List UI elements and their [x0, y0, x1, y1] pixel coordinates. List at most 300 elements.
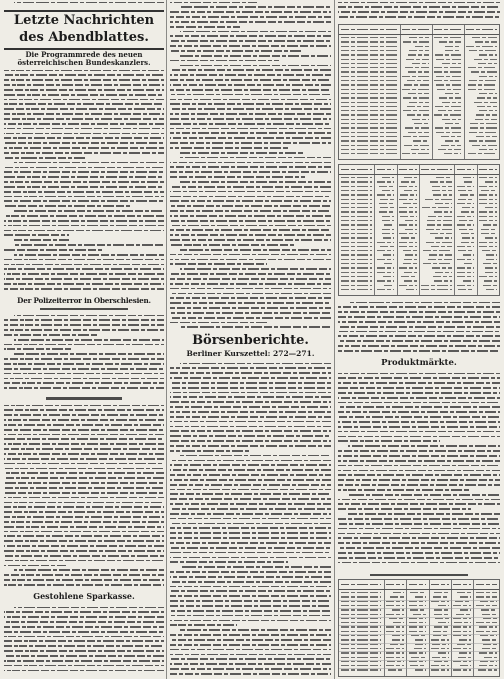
- table-cell-text: [408, 71, 429, 72]
- table-cell-text: [341, 199, 371, 200]
- table-cell-text: [461, 242, 474, 243]
- text-line: [4, 665, 164, 667]
- table-cell-text: [444, 153, 461, 154]
- text-line: [170, 132, 331, 134]
- table-cell-text: [380, 246, 394, 247]
- table-cell-text: [453, 669, 471, 670]
- table-cell-text: [386, 601, 404, 602]
- text-line: [14, 315, 164, 317]
- table-column-rule: [454, 165, 455, 295]
- text-line: [4, 288, 164, 290]
- stock-table: [338, 164, 500, 296]
- table-cell-text: [341, 145, 397, 146]
- text-line: [170, 527, 331, 529]
- text-line: [170, 474, 331, 476]
- table-cell-text: [401, 181, 417, 182]
- table-cell-text: [386, 648, 403, 649]
- text-block: [4, 605, 164, 677]
- table-column-rule: [374, 165, 375, 295]
- text-line: [4, 344, 164, 346]
- text-line: [170, 372, 331, 374]
- table-cell-text: [422, 207, 452, 208]
- table-column-rule: [429, 580, 430, 676]
- table-cell-text: [459, 652, 471, 653]
- text-line: [4, 487, 164, 489]
- table-cell-text: [405, 254, 417, 255]
- text-line: [4, 249, 104, 251]
- text-line: [4, 611, 164, 613]
- table-cell-text: [341, 153, 397, 154]
- text-line: [14, 569, 164, 571]
- table-cell-text: [341, 639, 381, 640]
- table-cell-text: [436, 76, 461, 77]
- table-cell-text: [407, 80, 430, 81]
- text-line: [170, 244, 295, 246]
- table-cell-text: [405, 220, 417, 221]
- table-cell-text: [392, 609, 403, 610]
- text-line: [170, 312, 331, 314]
- table-cell-text: [458, 250, 474, 251]
- table-header-rule: [339, 174, 499, 175]
- text-line: [170, 94, 331, 96]
- table-cell-text: [460, 194, 474, 195]
- text-line: [4, 636, 164, 638]
- text-line: [170, 283, 331, 285]
- text-line: [14, 339, 164, 341]
- text-line: [4, 137, 164, 139]
- text-line: [180, 31, 331, 33]
- text-line: [170, 421, 331, 423]
- text-line: [170, 26, 240, 28]
- table-cell-text: [468, 84, 497, 85]
- text-line: [180, 6, 331, 8]
- masthead-rule-bottom: [4, 48, 164, 50]
- table-cell-text: [341, 93, 397, 94]
- table-cell-text: [479, 246, 497, 247]
- table-cell-text: [377, 194, 394, 195]
- table-cell-text: [441, 145, 461, 146]
- table-cell-text: [404, 84, 430, 85]
- text-line: [338, 411, 500, 413]
- table-cell-text: [486, 254, 496, 255]
- table-cell-text: [421, 289, 451, 290]
- text-line: [170, 142, 331, 144]
- text-line: [4, 616, 164, 618]
- text-line: [4, 458, 164, 460]
- table-cell-text: [445, 123, 461, 124]
- table-cell-text: [341, 661, 381, 662]
- text-line: [170, 79, 331, 81]
- table-cell-text: [411, 657, 426, 658]
- table-cell-text: [341, 592, 381, 593]
- table-cell-text: [403, 263, 417, 264]
- table-cell-text: [433, 631, 449, 632]
- table-cell-text: [481, 233, 497, 234]
- text-line: [4, 278, 164, 280]
- text-block: [4, 0, 164, 8]
- table-cell-text: [459, 229, 475, 230]
- text-line: [170, 84, 331, 86]
- table-cell-text: [463, 254, 474, 255]
- table-cell-text: [341, 250, 371, 251]
- text-line: [170, 186, 331, 188]
- text-line: [170, 16, 331, 18]
- table-cell-text: [341, 54, 397, 55]
- text-line: [170, 171, 331, 173]
- table-cell-text: [341, 246, 371, 247]
- text-line: [170, 307, 331, 309]
- text-line: [4, 74, 164, 76]
- text-line: [338, 547, 500, 549]
- text-line: [338, 523, 500, 525]
- text-line: [170, 460, 331, 462]
- table-cell-text: [341, 149, 397, 150]
- table-cell-text: [399, 224, 416, 225]
- table-cell-text: [438, 622, 449, 623]
- table-cell-text: [442, 63, 461, 64]
- text-line: [4, 368, 164, 370]
- table-cell-text: [392, 639, 404, 640]
- table-cell-text: [341, 289, 371, 290]
- text-line: [4, 108, 164, 110]
- text-line: [170, 557, 331, 559]
- table-cell-text: [436, 177, 452, 178]
- table-cell-text: [341, 626, 381, 627]
- text-line: [170, 215, 331, 217]
- table-cell-text: [382, 233, 394, 234]
- table-cell-text: [409, 622, 426, 623]
- table-cell-text: [486, 289, 496, 290]
- text-line: [338, 335, 500, 337]
- table-cell-text: [433, 194, 451, 195]
- table-cell-text: [341, 605, 381, 606]
- table-cell-text: [341, 665, 381, 666]
- table-cell-text: [341, 614, 381, 615]
- table-cell-text: [478, 63, 497, 64]
- table-cell-text: [405, 127, 430, 128]
- text-line: [170, 147, 288, 149]
- text-line: [4, 142, 164, 144]
- text-line: [170, 537, 331, 539]
- table-cell-text: [409, 50, 430, 51]
- text-line: [4, 99, 164, 101]
- text-line: [4, 225, 164, 227]
- table-cell-text: [341, 242, 371, 243]
- text-line: [170, 40, 331, 42]
- table-cell-text: [481, 609, 496, 610]
- table-cell-text: [341, 67, 397, 68]
- table-cell-text: [393, 622, 404, 623]
- table-cell-text: [341, 259, 371, 260]
- table-cell-text: [453, 631, 471, 632]
- text-line: [170, 484, 331, 486]
- table-cell-text: [386, 614, 404, 615]
- table-cell-text: [475, 41, 497, 42]
- text-line: [4, 438, 164, 440]
- table-cell-text: [410, 665, 426, 666]
- table-cell-text: [434, 661, 448, 662]
- text-line: [4, 579, 164, 581]
- text-line: [170, 445, 331, 447]
- text-line: [170, 435, 331, 437]
- table-cell-text: [483, 224, 496, 225]
- table-cell-text: [479, 186, 497, 187]
- table-cell-text: [479, 242, 497, 243]
- text-block: [4, 68, 164, 294]
- text-line: [170, 263, 267, 265]
- text-line: [338, 484, 500, 486]
- table-column-rule: [473, 580, 474, 676]
- table-cell-text: [431, 639, 449, 640]
- table-cell-text: [434, 614, 449, 615]
- table-cell-text: [380, 207, 394, 208]
- text-line: [14, 244, 164, 246]
- table-header-rule: [339, 34, 499, 35]
- table-cell-text: [479, 149, 496, 150]
- text-line: [170, 225, 331, 227]
- table-cell-text: [481, 190, 497, 191]
- table-cell-text: [481, 229, 496, 230]
- table-cell-text: [436, 132, 461, 133]
- text-line: [170, 426, 331, 428]
- table-cell-text: [400, 194, 417, 195]
- text-line: [338, 474, 500, 476]
- text-line: [170, 406, 331, 408]
- text-line: [338, 373, 500, 375]
- table-cell-text: [341, 41, 397, 42]
- text-line: [338, 6, 500, 8]
- table-cell-text: [341, 280, 371, 281]
- table-column-rule: [451, 580, 452, 676]
- text-line: [338, 350, 500, 352]
- table-cell-text: [341, 622, 381, 623]
- table-cell-text: [463, 177, 474, 178]
- table-cell-text: [433, 635, 449, 636]
- table-cell-text: [477, 106, 497, 107]
- table-cell-text: [408, 93, 429, 94]
- table-cell-text: [476, 114, 497, 115]
- text-line: [4, 650, 164, 652]
- text-line: [4, 531, 164, 533]
- table-cell-text: [404, 259, 417, 260]
- table-cell-text: [341, 216, 371, 217]
- text-line: [170, 532, 331, 534]
- table-cell-text: [432, 644, 448, 645]
- table-cell-text: [379, 203, 394, 204]
- subheading-bar: [46, 397, 122, 400]
- column-rule-right: [334, 0, 335, 679]
- table-cell-text: [386, 605, 404, 606]
- text-line: [180, 55, 331, 57]
- table-cell-text: [341, 46, 397, 47]
- table-cell-text: [341, 181, 371, 182]
- table-cell-text: [341, 596, 381, 597]
- table-cell-text: [464, 181, 474, 182]
- text-line: [338, 450, 500, 452]
- table-header-rule: [339, 589, 499, 590]
- table-header-text: [402, 29, 429, 31]
- table-header-text: [466, 29, 496, 31]
- table-header-text: [453, 584, 471, 586]
- table-cell-text: [399, 233, 417, 234]
- text-line: [338, 2, 500, 4]
- text-line: [170, 668, 331, 670]
- text-line: [170, 571, 331, 573]
- table-cell-text: [476, 605, 497, 606]
- text-line: [348, 302, 500, 304]
- text-line: [170, 69, 331, 71]
- table-column-rule: [400, 25, 401, 159]
- text-line: [4, 540, 164, 542]
- table-heading-bar: [370, 574, 468, 576]
- text-line: [170, 210, 331, 212]
- table-cell-text: [377, 181, 395, 182]
- table-cell-text: [433, 276, 452, 277]
- table-cell-text: [384, 285, 394, 286]
- table-cell-text: [341, 263, 371, 264]
- text-line: [4, 414, 164, 416]
- text-line: [170, 634, 331, 636]
- table-cell-text: [479, 665, 496, 666]
- text-line: [180, 65, 331, 67]
- table-cell-text: [430, 233, 452, 234]
- table-cell-text: [434, 37, 461, 38]
- table-cell-text: [384, 263, 395, 264]
- text-line: [170, 552, 331, 554]
- table-header-text: [421, 169, 451, 171]
- table-cell-text: [427, 220, 452, 221]
- text-line: [4, 152, 164, 154]
- table-cell-text: [431, 648, 449, 649]
- text-line: [180, 152, 303, 154]
- text-line: [170, 547, 331, 549]
- text-line: [338, 11, 500, 13]
- table-cell-text: [382, 220, 395, 221]
- table-cell-text: [457, 267, 475, 268]
- table-cell-text: [462, 207, 474, 208]
- table-cell-text: [341, 233, 371, 234]
- text-line: [338, 460, 500, 462]
- text-block: [338, 0, 500, 22]
- table-cell-text: [341, 194, 371, 195]
- text-line: [170, 220, 331, 222]
- table-cell-text: [341, 224, 371, 225]
- subline-bar: [40, 308, 128, 310]
- table-cell-text: [341, 609, 381, 610]
- text-block: [170, 0, 331, 331]
- text-line: [338, 377, 500, 379]
- text-line: [338, 508, 471, 510]
- text-line: [338, 387, 500, 389]
- table-cell-text: [441, 136, 461, 137]
- text-line: [170, 317, 331, 319]
- table-column-rule: [464, 25, 465, 159]
- table-cell-text: [414, 648, 426, 649]
- table-cell-text: [341, 76, 397, 77]
- table-cell-text: [405, 229, 416, 230]
- text-line: [4, 631, 164, 633]
- text-line: [170, 586, 331, 588]
- text-line: [170, 416, 331, 418]
- text-line: [338, 503, 500, 505]
- table-cell-text: [430, 181, 452, 182]
- table-header-text: [479, 169, 497, 171]
- text-line: [338, 392, 500, 394]
- text-line: [170, 387, 331, 389]
- text-line: [170, 234, 331, 236]
- text-line: [338, 440, 440, 442]
- table-cell-text: [434, 280, 452, 281]
- table-cell-text: [434, 211, 452, 212]
- text-line: [180, 629, 331, 631]
- table-cell-text: [382, 190, 395, 191]
- text-line: [170, 542, 331, 544]
- text-line: [4, 424, 164, 426]
- text-line: [4, 550, 164, 552]
- table-cell-text: [390, 644, 404, 645]
- text-line: [170, 123, 331, 125]
- table-cell-text: [379, 186, 395, 187]
- table-cell-text: [404, 190, 417, 191]
- table-cell-text: [436, 84, 461, 85]
- text-line: [170, 191, 331, 193]
- table-cell-text: [410, 609, 426, 610]
- text-line: [170, 60, 279, 62]
- text-line: [4, 477, 164, 479]
- stock-table: [338, 24, 500, 160]
- text-line: [180, 455, 331, 457]
- table-cell-text: [438, 149, 461, 150]
- table-cell-text: [432, 267, 452, 268]
- table-header-text: [341, 584, 381, 586]
- text-line: [338, 345, 500, 347]
- text-line: [170, 649, 331, 651]
- text-line: [4, 176, 164, 178]
- table-cell-text: [409, 626, 426, 627]
- table-header-text: [431, 584, 449, 586]
- table-cell-text: [433, 596, 449, 597]
- table-cell-text: [457, 186, 474, 187]
- table-cell-text: [341, 119, 397, 120]
- table-cell-text: [438, 652, 448, 653]
- table-cell-text: [341, 631, 381, 632]
- table-cell-text: [402, 76, 429, 77]
- text-line: [4, 264, 164, 266]
- table-cell-text: [483, 263, 496, 264]
- table-cell-text: [470, 123, 497, 124]
- table-cell-text: [479, 93, 497, 94]
- table-cell-text: [341, 136, 397, 137]
- market-price-table: [338, 579, 500, 677]
- text-line: [4, 273, 164, 275]
- table-cell-text: [341, 59, 397, 60]
- text-line: [4, 118, 164, 120]
- text-line: [4, 429, 164, 431]
- text-line: [4, 409, 164, 411]
- text-line: [170, 615, 331, 617]
- text-line: [170, 297, 331, 299]
- table-cell-text: [341, 237, 371, 238]
- table-cell-text: [434, 67, 461, 68]
- table-cell-text: [482, 250, 497, 251]
- table-cell-text: [463, 280, 474, 281]
- table-cell-text: [403, 97, 429, 98]
- text-line: [170, 663, 331, 665]
- text-line: [14, 2, 164, 4]
- text-line: [338, 562, 500, 564]
- table-column-rule: [477, 165, 478, 295]
- table-cell-text: [454, 622, 471, 623]
